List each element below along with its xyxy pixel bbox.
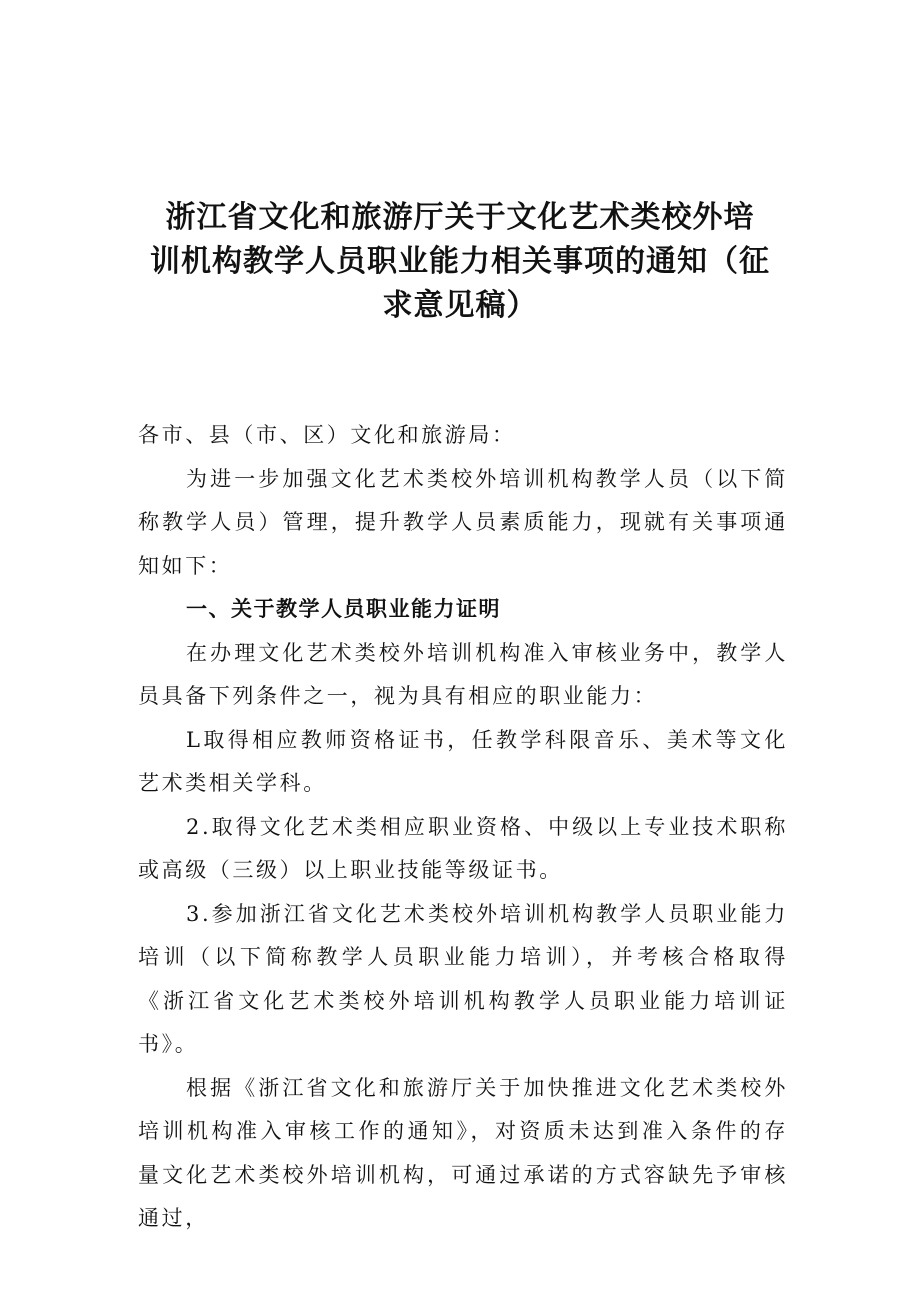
list-item-2: 2.取得文化艺术类相应职业资格、中级以上专业技术职称或高级（三级）以上职业技能等级证书。 — [138, 814, 788, 882]
salutation: 各市、县（市、区）文化和旅游局： — [138, 423, 516, 447]
document-body — [138, 414, 788, 1241]
title-line-3: 求意见稿） — [382, 288, 538, 323]
intro-paragraph: 为进一步加强文化艺术类校外培训机构教学人员（以下简称教学人员）管理，提升教学人员素质能力，现就有关事项通知如下： — [138, 466, 788, 578]
list-item-1: L取得相应教师资格证书，任教学科限音乐、美术等文化艺术类相关学科。 — [138, 727, 788, 795]
list-item-3: 3.参加浙江省文化艺术类校外培训机构教学人员职业能力培训（以下简称教学人员职业能力培训），并考核合格取得《浙江省文化艺术类校外培训机构教学人员职业能力培训证书》。 — [138, 901, 788, 1056]
title-line-1: 浙江省文化和旅游厅关于文化艺术类校外培 — [165, 200, 755, 235]
document-title — [140, 196, 780, 328]
basis-paragraph: 根据《浙江省文化和旅游厅关于加快推进文化艺术类校外培训机构准入审核工作的通知》，对资质未达到准入条件的存量文化艺术类校外培训机构，可通过承诺的方式容缺先予审核通过， — [138, 1075, 788, 1230]
title-line-2: 训机构教学人员职业能力相关事项的通知（征 — [150, 244, 770, 279]
section-1-heading: 一、关于教学人员职业能力证明 — [186, 597, 501, 621]
section-1-lead: 在办理文化艺术类校外培训机构准入审核业务中，教学人员具备下列条件之一，视为具有相应的职业能力： — [138, 640, 788, 708]
